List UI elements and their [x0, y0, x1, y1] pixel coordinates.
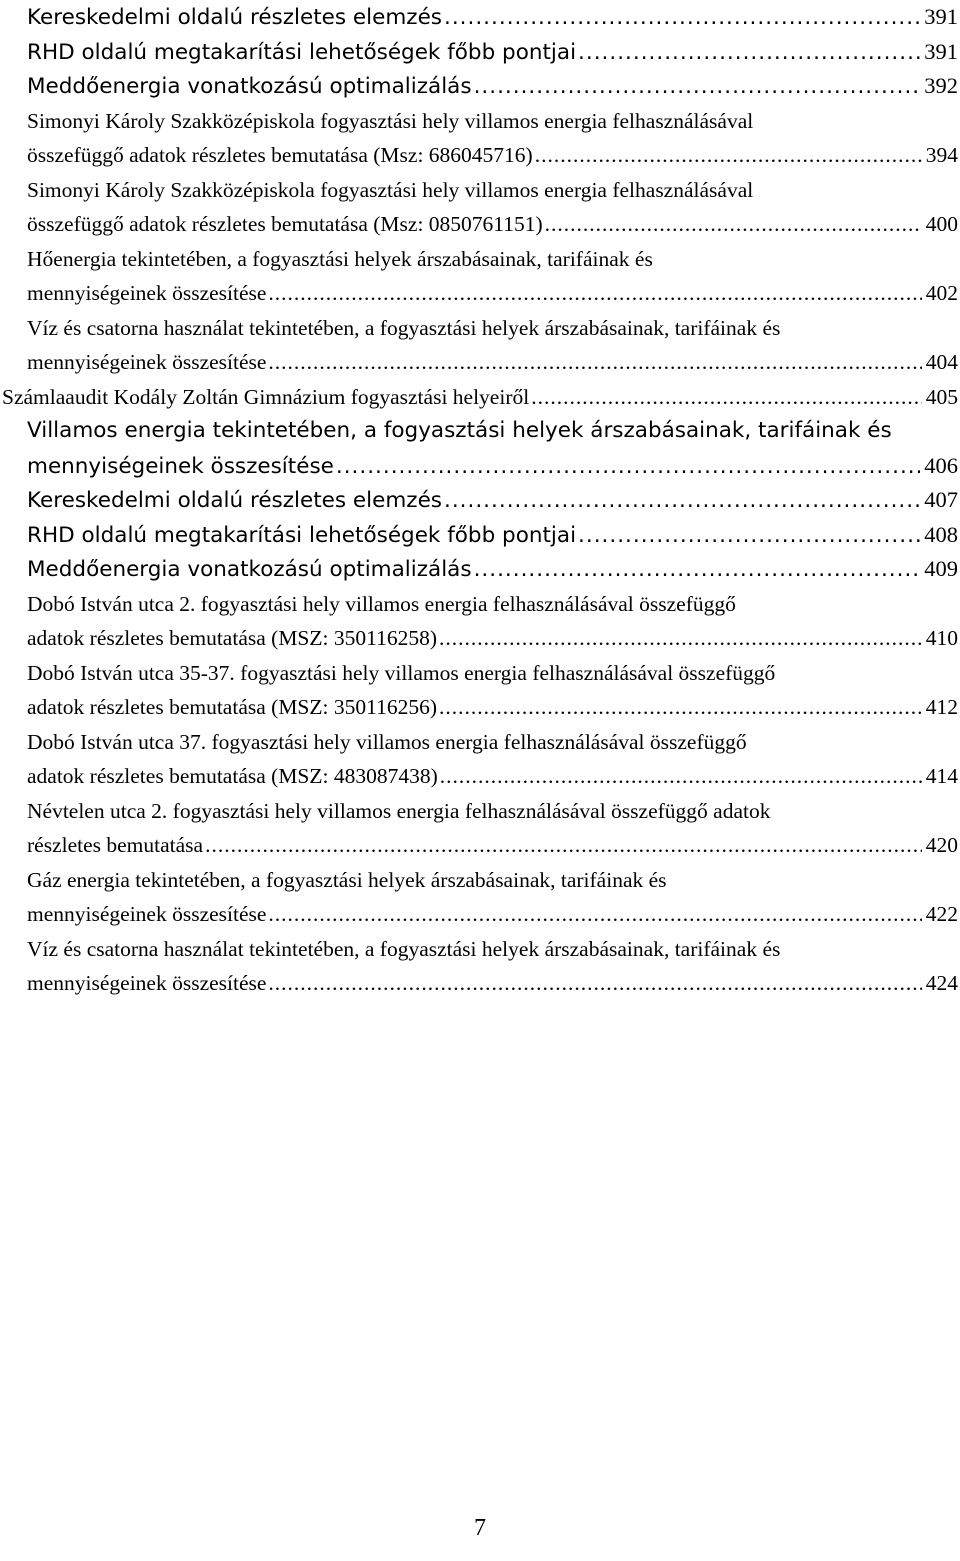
- toc-entry-last-line: [0, 759, 960, 794]
- toc-entry[interactable]: [0, 518, 960, 553]
- toc-entry-title: Víz és csatorna használat tekintetében, a fogyasztási helyek árszabásainak, tarifáinak és: [27, 315, 781, 340]
- toc-entry-title: Gáz energia tekintetében, a fogyasztási helyek árszabásainak, tarifáinak és: [27, 867, 667, 892]
- toc-entry[interactable]: [0, 725, 960, 794]
- toc-entry-line: [0, 104, 960, 139]
- toc-entry[interactable]: [0, 0, 960, 35]
- toc-page-number: 391: [924, 4, 958, 29]
- toc-entry-line: [0, 656, 960, 691]
- toc-entry-last-line: [0, 69, 960, 104]
- toc-entry-line: [0, 242, 960, 277]
- dot-leader: [474, 70, 921, 104]
- toc-entry-last-line: [0, 518, 960, 553]
- toc-page-number: 412: [925, 695, 958, 719]
- dot-leader: [439, 621, 922, 656]
- toc-entry-title: Simonyi Károly Szakközépiskola fogyasztási hely villamos energia felhasználásával: [27, 108, 754, 133]
- toc-entry-title: Meddőenergia vonatkozású optimalizálás: [27, 557, 472, 582]
- toc-entry-last-line: [0, 897, 960, 932]
- toc-entry-last-line: [0, 138, 960, 173]
- toc-entry-title: Hőenergia tekintetében, a fogyasztási helyek árszabásainak, tarifáinak és: [27, 246, 653, 271]
- dot-leader: [268, 966, 921, 1001]
- toc-entry[interactable]: [0, 242, 960, 311]
- toc-entry[interactable]: [0, 863, 960, 932]
- page-number: 7: [474, 1515, 486, 1541]
- toc-page-number: 404: [925, 350, 958, 374]
- toc-page-number: 406: [924, 452, 958, 478]
- toc-entry-last-line: [0, 276, 960, 311]
- toc-entry-title: mennyiségeinek összesítése: [27, 902, 267, 926]
- toc-page-number: 402: [925, 281, 958, 305]
- toc-entry-title: Simonyi Károly Szakközépiskola fogyasztási hely villamos energia felhasználásával: [27, 177, 754, 202]
- toc-entry-last-line: [0, 621, 960, 656]
- toc-page-number: 414: [925, 764, 958, 788]
- toc-entry-line: [0, 311, 960, 346]
- toc-entry-title: mennyiségeinek összesítése: [27, 350, 267, 374]
- toc-entry-line: [0, 414, 960, 449]
- toc-page-number: 422: [925, 902, 958, 926]
- toc-entry-title: Dobó István utca 37. fogyasztási hely villamos energia felhasználásával összefüggő: [27, 729, 747, 754]
- toc-entry-title: adatok részletes bemutatása (MSZ: 350116256): [27, 695, 437, 719]
- toc-entry-line: [0, 863, 960, 898]
- toc-page-number: 408: [924, 521, 958, 547]
- toc-entry-title: mennyiségeinek összesítése: [27, 971, 267, 995]
- toc-entry-title: Kereskedelmi oldalú részletes elemzés: [27, 488, 443, 513]
- dot-leader: [545, 207, 922, 242]
- toc-entry-last-line: [0, 0, 960, 35]
- toc-entry-last-line: [0, 552, 960, 587]
- dot-leader: [268, 276, 921, 311]
- toc-page-number: 409: [924, 556, 958, 581]
- toc-entry-title: RHD oldalú megtakarítási lehetőségek főbb pontjai: [27, 39, 577, 65]
- dot-leader: [531, 380, 922, 415]
- toc-entry[interactable]: [0, 69, 960, 104]
- dot-leader: [578, 36, 920, 70]
- dot-leader: [439, 690, 922, 725]
- toc-entry-title: Számlaaudit Kodály Zoltán Gimnázium fogyasztási helyeiről: [2, 384, 530, 409]
- toc-entry[interactable]: [0, 656, 960, 725]
- toc-entry-title: Névtelen utca 2. fogyasztási hely villamos energia felhasználásával összefüggő adatok: [27, 798, 771, 823]
- toc-entry[interactable]: [0, 104, 960, 173]
- toc-entry-title: Dobó István utca 2. fogyasztási hely villamos energia felhasználásával összefüggő: [27, 591, 736, 616]
- dot-leader: [268, 345, 921, 380]
- dot-leader: [578, 519, 920, 553]
- dot-leader: [444, 1, 920, 35]
- toc-entry-title: Villamos energia tekintetében, a fogyasztási helyek árszabásainak, tarifáinak és: [27, 418, 892, 443]
- toc-entry-title: Víz és csatorna használat tekintetében, a fogyasztási helyek árszabásainak, tarifáinak és: [27, 936, 781, 961]
- toc-entry[interactable]: [0, 483, 960, 518]
- toc-entry[interactable]: [0, 35, 960, 70]
- toc-entry-last-line: [0, 828, 960, 863]
- toc-entry[interactable]: [0, 552, 960, 587]
- dot-leader: [535, 138, 922, 173]
- toc-entry[interactable]: [0, 173, 960, 242]
- toc-page-number: 391: [924, 38, 958, 64]
- toc-page-number: 420: [925, 833, 958, 857]
- toc-entry-last-line: [0, 207, 960, 242]
- dot-leader: [336, 450, 920, 484]
- toc-entry-title: Kereskedelmi oldalú részletes elemzés: [27, 5, 443, 30]
- toc-entry-title: RHD oldalú megtakarítási lehetőségek főbb pontjai: [27, 522, 577, 548]
- toc-page-number: 407: [924, 487, 958, 512]
- toc-entry-last-line: [0, 345, 960, 380]
- toc-entry-title: mennyiségeinek összesítése: [27, 453, 334, 479]
- toc-entry-title: Dobó István utca 35-37. fogyasztási hely villamos energia felhasználásával összefüggő: [27, 660, 776, 685]
- dot-leader: [440, 759, 922, 794]
- toc-entry[interactable]: [0, 932, 960, 1001]
- toc-entry-title: részletes bemutatása: [27, 833, 204, 857]
- toc-entry-line: [0, 173, 960, 208]
- toc-entry-title: összefüggő adatok részletes bemutatása (Msz: 686045716): [27, 143, 533, 167]
- toc-entry[interactable]: [0, 414, 960, 483]
- toc-entry-line: [0, 587, 960, 622]
- toc-entry[interactable]: [0, 311, 960, 380]
- toc-entry-last-line: [0, 449, 960, 484]
- dot-leader: [474, 553, 921, 587]
- toc-page-number: 392: [924, 73, 958, 98]
- toc-page-number: 400: [925, 212, 958, 236]
- toc-entry-last-line: [0, 966, 960, 1001]
- toc-entry-title: Meddőenergia vonatkozású optimalizálás: [27, 74, 472, 99]
- toc-entry-last-line: [0, 380, 960, 415]
- toc-entry-line: [0, 932, 960, 967]
- toc-page-number: 394: [925, 143, 958, 167]
- toc-page-number: 410: [925, 626, 958, 650]
- toc-entry-last-line: [0, 35, 960, 70]
- toc-page-number: 405: [925, 384, 958, 409]
- toc-entry[interactable]: [0, 380, 960, 415]
- toc-entry-line: [0, 794, 960, 829]
- toc-entry-last-line: [0, 483, 960, 518]
- dot-leader: [444, 484, 920, 518]
- toc-entry-last-line: [0, 690, 960, 725]
- toc-entry-title: adatok részletes bemutatása (MSZ: 483087438): [27, 764, 438, 788]
- toc-entry-title: adatok részletes bemutatása (MSZ: 350116258): [27, 626, 437, 650]
- dot-leader: [205, 828, 922, 863]
- toc-entry-line: [0, 725, 960, 760]
- toc-entry[interactable]: [0, 587, 960, 656]
- toc-entry[interactable]: [0, 794, 960, 863]
- toc-page-number: 424: [925, 971, 958, 995]
- dot-leader: [268, 897, 921, 932]
- toc-entry-title: összefüggő adatok részletes bemutatása (Msz: 0850761151): [27, 212, 543, 236]
- toc-entry-title: mennyiségeinek összesítése: [27, 281, 267, 305]
